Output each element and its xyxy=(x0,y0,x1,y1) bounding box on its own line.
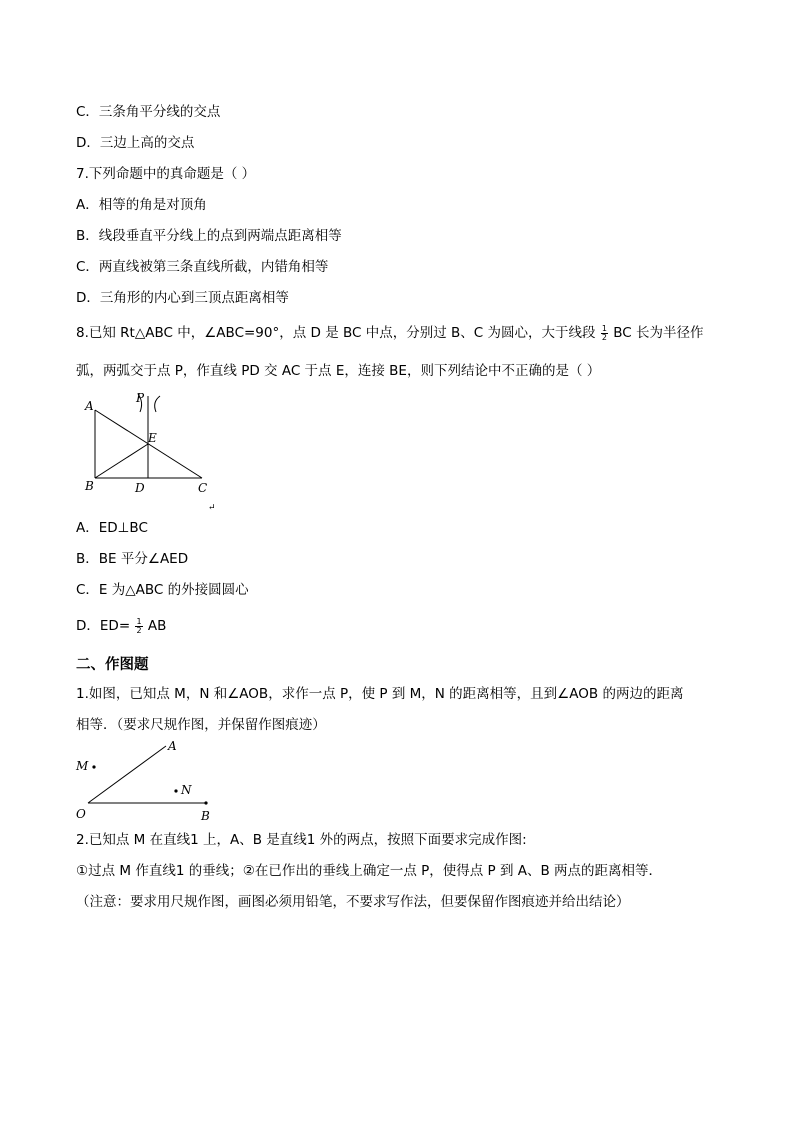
option-c8: C．E 为△ABC 的外接圆圆心 xyxy=(76,582,249,598)
problem-2-line3: （注意：要求用尺规作图，画图必须用铅笔，不要求写作法，但要保留作图痕迹并给出结论） xyxy=(76,894,630,910)
label-d: D xyxy=(135,481,145,495)
label-o: O xyxy=(76,807,86,821)
fraction-half xyxy=(601,325,608,342)
label-b-angle: B xyxy=(201,809,210,823)
point-m xyxy=(92,765,95,768)
problem-2-line2: ①过点 M 作直线1 的垂线；②在已作出的垂线上确定一点 P，使得点 P 到 A、B 两点的距离相等． xyxy=(76,863,663,879)
label-a-angle: A xyxy=(168,739,177,753)
fraction-denominator: 2 xyxy=(601,332,607,342)
label-n: N xyxy=(181,783,192,797)
option-c6: C．三条角平分线的交点 xyxy=(76,104,221,120)
label-m: M xyxy=(76,759,89,773)
problem-2-line1: 2.已知点 M 在直线1 上，A、B 是直线1 外的两点，按照下面要求完成作图: xyxy=(76,832,527,848)
fraction-denominator-d8: 2 xyxy=(136,625,142,635)
option-a8: A．ED⊥BC xyxy=(76,520,148,536)
label-c: C xyxy=(198,481,208,495)
option-b8: B．BE 平分∠AED xyxy=(76,551,189,567)
option-a7: A．相等的角是对顶角 xyxy=(76,197,207,213)
label-a: A xyxy=(85,399,94,413)
section-heading: 二、作图题 xyxy=(76,657,149,673)
question-7: 7.下列命题中的真命题是（ ） xyxy=(76,166,256,182)
question-8-text-b: BC 长为半径作 xyxy=(613,325,704,341)
fraction-numerator-d8: 1 xyxy=(136,616,142,626)
option-d8-prefix: D．ED= xyxy=(76,618,131,634)
option-d7: D．三角形的内心到三顶点距离相等 xyxy=(76,290,289,306)
segment-be xyxy=(95,444,148,478)
problem-1-line1: 1.如图，已知点 M，N 和∠AOB，求作一点 P，使 P 到 M，N 的距离相等，且到∠AOB 的两边的距离 xyxy=(76,686,684,702)
problem-1-line2: 相等．（要求尺规作图，并保留作图痕迹） xyxy=(76,717,326,733)
arc-2 xyxy=(155,396,160,412)
label-e: E xyxy=(148,431,157,445)
point-b-dot xyxy=(204,801,207,804)
figure-triangle-abc xyxy=(80,388,230,513)
figure-angle-aob xyxy=(72,738,232,824)
question-8-line2: 弧，两弧交于点 P，作直线 PD 交 AC 于点 E，连接 BE，则下列结论中不正确的是（ ） xyxy=(76,363,601,379)
option-d8 xyxy=(76,617,166,635)
ray-oa xyxy=(88,746,166,803)
question-8-text-a: 8.已知 Rt△ABC 中，∠ABC=90°，点 D 是 BC 中点，分别过 B、C 为圆心，大于线段 xyxy=(76,325,596,341)
option-b7: B．线段垂直平分线上的点到两端点距离相等 xyxy=(76,228,342,244)
label-p: P xyxy=(136,391,145,405)
point-n xyxy=(174,789,177,792)
return-mark: ↵ xyxy=(208,503,216,513)
label-b: B xyxy=(85,479,94,493)
option-c7: C．两直线被第三条直线所截，内错角相等 xyxy=(76,259,329,275)
question-8-line1 xyxy=(76,324,703,342)
option-d6: D．三边上高的交点 xyxy=(76,135,195,151)
fraction-numerator: 1 xyxy=(601,323,607,333)
option-d8-suffix: AB xyxy=(147,618,167,634)
fraction-half-d8 xyxy=(135,618,142,635)
